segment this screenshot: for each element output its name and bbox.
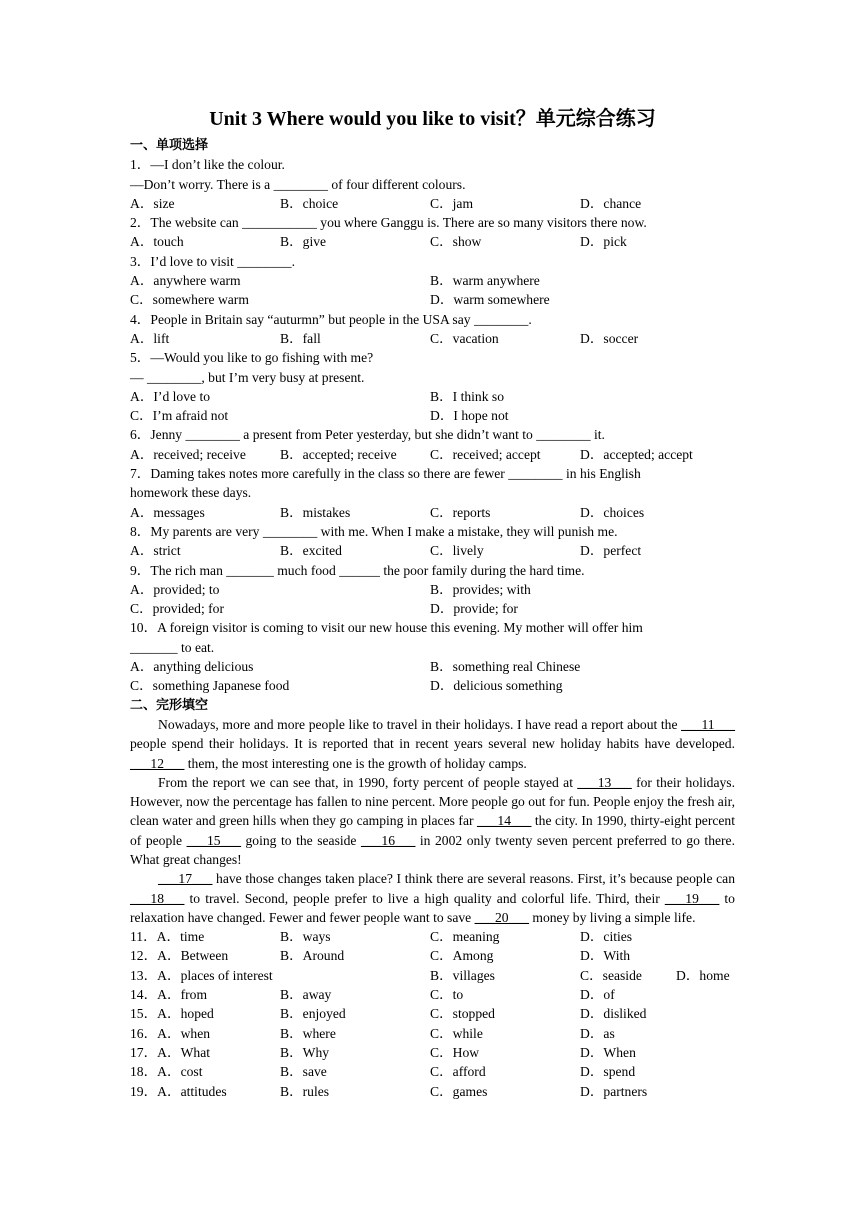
- option-a: 14．A．from: [130, 987, 208, 1003]
- option-d: D．choices: [580, 504, 645, 520]
- option-d: D．chance: [580, 195, 642, 211]
- cloze-options-14: [130, 985, 735, 1004]
- option-a: 11．A．time: [130, 929, 205, 945]
- question-3-options-row-2: [130, 290, 735, 309]
- option-a: 19．A．attitudes: [130, 1083, 227, 1099]
- option-a: A．lift: [130, 330, 170, 346]
- option-d: D．When: [580, 1044, 636, 1060]
- option-c: C．stopped: [430, 1006, 495, 1022]
- option-c: C．something Japanese food: [130, 678, 290, 694]
- option-c: C．lively: [430, 543, 484, 559]
- question-9-options-row-2: [130, 599, 735, 618]
- option-b: B．villages: [430, 967, 495, 983]
- question-2-options: [130, 232, 735, 251]
- cloze-passage: [130, 715, 735, 927]
- option-b: B．warm anywhere: [430, 273, 540, 289]
- option-c: C．vacation: [430, 330, 499, 346]
- question-10-line-1: 10．A foreign visitor is coming to visit our new house this evening. My mother will offer him: [130, 620, 643, 636]
- passage-paragraph-1: Nowadays, more and more people like to travel in their holidays. I have read a report about the ___11___ people spend their holidays. It is reported that in recent years several new holiday habits have developed. ___12___ them, the most interesting one is the growth of holiday camps.: [130, 716, 735, 771]
- question-2-line-1: 2．The website can ___________ you where Ganggu is. There are so many visitors there now.: [130, 215, 647, 231]
- cloze-options-13: [130, 966, 735, 985]
- option-c: C．jam: [430, 195, 474, 211]
- option-d: D．cities: [580, 929, 633, 945]
- question-1-line-2: —Don’t worry. There is a ________ of four different colours.: [130, 176, 466, 192]
- option-c: C．Among: [430, 948, 494, 964]
- option-a: 16．A．when: [130, 1025, 211, 1041]
- question-8-options: [130, 541, 735, 560]
- option-d: D．provide; for: [430, 601, 518, 617]
- question-5-line-2: — ________, but I’m very busy at present.: [130, 369, 365, 385]
- option-b: B．I think so: [430, 388, 505, 404]
- option-a: 12．A．Between: [130, 948, 229, 964]
- question-9-line-1: 9．The rich man _______ much food ______ the poor family during the hard time.: [130, 562, 585, 578]
- option-a: A．anywhere warm: [130, 273, 241, 289]
- option-b: B．fall: [280, 330, 321, 346]
- option-b: B．where: [280, 1025, 336, 1041]
- option-b: B．enjoyed: [280, 1006, 346, 1022]
- option-c: C．I’m afraid not: [130, 408, 229, 424]
- option-c: C．to: [430, 987, 464, 1003]
- question-10-options-row-2: [130, 676, 735, 695]
- option-a: 18．A．cost: [130, 1064, 203, 1080]
- option-d: D．of: [580, 987, 615, 1003]
- option-b: B．save: [280, 1064, 327, 1080]
- cloze-options-12: [130, 946, 735, 965]
- worksheet-page: [130, 104, 735, 1101]
- option-b: B．excited: [280, 543, 342, 559]
- option-d: D．as: [580, 1025, 615, 1041]
- question-1-line-1: 1．—I don’t like the colour.: [130, 157, 285, 173]
- question-9-options-row-1: [130, 580, 735, 599]
- question-3-line-1: 3．I’d love to visit ________.: [130, 253, 296, 269]
- option-b: B．provides; with: [430, 581, 531, 597]
- blank-14: ___14___: [477, 813, 532, 829]
- question-7-line-1: 7．Daming takes notes more carefully in the class so there are fewer ________ in his English: [130, 466, 641, 482]
- passage-paragraph-2: From the report we can see that, in 1990, forty percent of people stayed at ___13___ for their holidays. However, now the percentage has fallen to nine percent. More people go out for fun. People enjoy the fresh air, clean water and green hills when they go camping in places far ___14___ the city. In 1990, thirty-eight percent of people ___15___ going to the seaside ___16___ in 2002 only twenty seven percent preferred to go there. What great changes!: [130, 774, 735, 867]
- option-a: A．provided; to: [130, 581, 220, 597]
- cloze-options-15: [130, 1004, 735, 1023]
- option-c: C．received; accept: [430, 446, 541, 462]
- option-b: B．accepted; receive: [280, 446, 397, 462]
- question-5-options-row-1: [130, 387, 735, 406]
- option-b: B．mistakes: [280, 504, 351, 520]
- question-4-line-1: 4．People in Britain say “auturmn” but people in the USA say ________.: [130, 311, 532, 327]
- option-c: C．show: [430, 234, 482, 250]
- option-a: A．touch: [130, 234, 184, 250]
- option-c: C．afford: [430, 1064, 486, 1080]
- blank-15: ___15___: [186, 832, 241, 848]
- question-5-options-row-2: [130, 406, 735, 425]
- section-heading-cloze: 二、完形填空: [130, 697, 209, 713]
- blank-17: ___17___: [158, 871, 213, 887]
- option-d: D．soccer: [580, 330, 639, 346]
- blank-11: ___11___: [681, 716, 735, 732]
- option-c: C．How: [430, 1044, 480, 1060]
- blank-18: ___18___: [130, 890, 185, 906]
- blank-19: ___19___: [664, 890, 720, 906]
- page-title: Unit 3 Where would you like to visit？单元综合练习: [209, 108, 656, 130]
- blank-20: ___20___: [474, 909, 529, 925]
- option-d: D．delicious something: [430, 678, 563, 694]
- blank-16: ___16___: [361, 832, 416, 848]
- option-c: C．games: [430, 1083, 488, 1099]
- question-10-line-2: _______ to eat.: [130, 639, 215, 655]
- question-8-line-1: 8．My parents are very ________ with me. When I make a mistake, they will punish me.: [130, 523, 618, 539]
- option-b: B．ways: [280, 929, 331, 945]
- option-d: D．accepted; accept: [580, 446, 693, 462]
- option-c: C．reports: [430, 504, 491, 520]
- question-6-options: [130, 445, 735, 464]
- passage-paragraph-3: ___17___ have those changes taken place? I think there are several reasons. First, it’s because people can ___18___ to travel. Second, people prefer to live a high quality and colorful life. Third, their ___19___ to relaxation have changed. Fewer and fewer people want to save ___20___ money by living a simple life.: [130, 871, 735, 925]
- option-d: D．spend: [580, 1064, 636, 1080]
- question-3-options-row-1: [130, 271, 735, 290]
- question-5-line-1: 5．—Would you like to go fishing with me?: [130, 350, 374, 366]
- cloze-options-11: [130, 927, 735, 946]
- option-c: C．seaside: [580, 967, 642, 983]
- question-4-options: [130, 329, 735, 348]
- option-d: D．partners: [580, 1083, 648, 1099]
- option-a: 17．A．What: [130, 1044, 211, 1060]
- option-b: B．Why: [280, 1044, 330, 1060]
- option-d: D．I hope not: [430, 408, 509, 424]
- option-d: D．home: [676, 967, 730, 983]
- option-b: B．something real Chinese: [430, 659, 581, 675]
- option-d: D．pick: [580, 234, 627, 250]
- question-7-line-2: homework these days.: [130, 485, 252, 501]
- option-a: 13．A．places of interest: [130, 967, 273, 983]
- option-d: D．perfect: [580, 543, 642, 559]
- option-b: B．give: [280, 234, 327, 250]
- section-heading-single-choice: 一、单项选择: [130, 138, 209, 153]
- option-b: B．rules: [280, 1083, 330, 1099]
- option-a: 15．A．hoped: [130, 1006, 214, 1022]
- cloze-options-16: [130, 1024, 735, 1043]
- question-10-options-row-1: [130, 657, 735, 676]
- option-a: A．received; receive: [130, 446, 246, 462]
- cloze-options-18: [130, 1062, 735, 1081]
- option-b: B．choice: [280, 195, 339, 211]
- option-b: B．Around: [280, 948, 345, 964]
- option-c: C．somewhere warm: [130, 292, 249, 308]
- question-6-line-1: 6．Jenny ________ a present from Peter yesterday, but she didn’t want to ________ it.: [130, 427, 605, 443]
- option-a: A．size: [130, 195, 175, 211]
- blank-13: ___13___: [577, 774, 632, 790]
- option-a: A．I’d love to: [130, 388, 211, 404]
- option-d: D．With: [580, 948, 631, 964]
- option-c: C．provided; for: [130, 601, 225, 617]
- option-b: B．away: [280, 987, 332, 1003]
- option-c: C．while: [430, 1025, 483, 1041]
- cloze-options-17: [130, 1043, 735, 1062]
- option-d: D．disliked: [580, 1006, 647, 1022]
- question-7-options: [130, 503, 735, 522]
- option-a: A．messages: [130, 504, 205, 520]
- option-a: A．anything delicious: [130, 659, 254, 675]
- option-c: C．meaning: [430, 929, 500, 945]
- option-d: D．warm somewhere: [430, 292, 550, 308]
- cloze-options-19: [130, 1082, 735, 1101]
- option-a: A．strict: [130, 543, 181, 559]
- blank-12: ___12___: [130, 755, 185, 771]
- question-1-options: [130, 194, 735, 213]
